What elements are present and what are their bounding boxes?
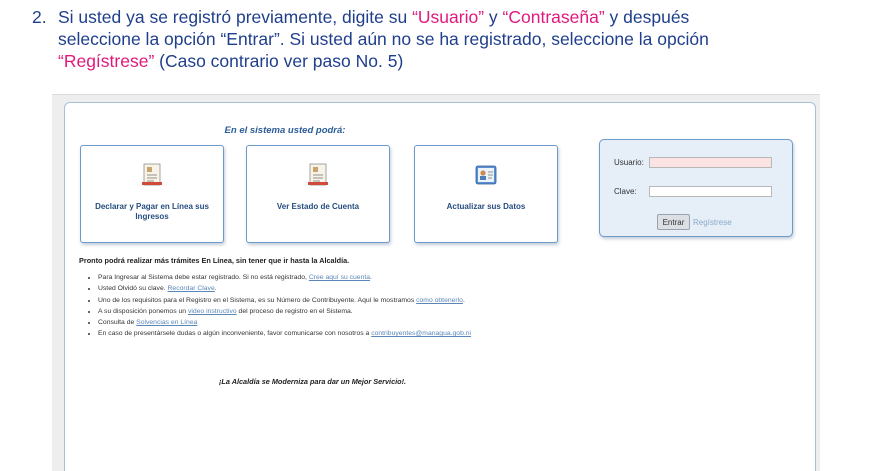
card-label: Ver Estado de Cuenta <box>276 202 360 211</box>
instruction-line-2: seleccione la opción “Entrar”. Si usted aún no se ha registrado, seleccione la opción <box>58 29 709 49</box>
recordar-clave-link[interactable]: Recordar Clave <box>167 285 215 293</box>
contrasena-highlight: “Contraseña” <box>502 7 605 27</box>
info-heading: Pronto podrá realizar más trámites En Línea, sin tener que ir hasta la Alcaldía. <box>79 256 350 265</box>
card-declarar-pagar[interactable] <box>80 145 224 243</box>
system-title: En el sistema usted podrá: <box>224 125 346 136</box>
usuario-input[interactable] <box>649 157 772 168</box>
registrese-link[interactable]: Regístrese <box>693 218 732 227</box>
entrar-button[interactable]: Entrar <box>657 214 690 230</box>
list-item: • Para Ingresar al Sistema debe estar registrado. Si no está registrado, Cree aquí su cuenta. <box>98 272 618 283</box>
card-estado-cuenta[interactable] <box>246 145 390 243</box>
slogan: ¡La Alcaldía se Moderniza para dar un Mejor Servicio!. <box>219 377 407 386</box>
instruction-line-1: 2. Si usted ya se registró previamente, digite su “Usuario” y “Contraseña” y después <box>32 7 690 27</box>
login-box <box>599 139 793 237</box>
usuario-highlight: “Usuario” <box>412 7 485 27</box>
info-list <box>82 272 618 340</box>
crear-cuenta-link[interactable]: Cree aquí su cuenta <box>308 274 371 281</box>
document-form-icon <box>305 162 331 188</box>
list-item: • Uno de los requisitos para el Registro en el Sistema, es su Número de Contribuyente. Aquí le mostramos como obtenerlo. <box>98 295 618 306</box>
card-label: Declarar y Pagar en Línea sus Ingresos <box>95 202 209 221</box>
instruction-line-3: “Regístrese” (Caso contrario ver paso No. 5) <box>58 51 404 71</box>
registrese-highlight: “Regístrese” <box>58 51 155 71</box>
list-item: • A su disposición ponemos un video instructivo del proceso de registro en el Sistema. <box>98 306 618 317</box>
usuario-label: Usuario: <box>614 158 644 167</box>
document-form-icon <box>139 162 165 188</box>
video-instructivo-link[interactable]: video instructivo <box>187 307 237 315</box>
id-card-icon <box>473 162 499 188</box>
clave-input[interactable] <box>649 186 772 197</box>
clave-label: Clave: <box>614 187 637 196</box>
como-obtenerlo-link[interactable]: como obtenerlo <box>416 296 463 304</box>
instruction-text <box>32 6 862 72</box>
list-item: • Consulta de Solvencias en Línea <box>98 317 618 328</box>
step-number: 2. <box>32 7 47 27</box>
email-link[interactable]: contribuyentes@managua.gob.ni <box>371 330 472 338</box>
list-item: • Usted Olvidó su clave. Recordar Clave. <box>98 283 618 294</box>
list-item: • En caso de presentársele dudas o algún inconveniente, favor comunicarse con nosotros a contribuyentes@managua.gob.ni <box>98 328 618 339</box>
card-label: Actualizar sus Datos <box>446 202 526 211</box>
solvencias-link[interactable]: Solvencias en Línea <box>136 319 198 327</box>
card-actualizar-datos[interactable] <box>414 145 558 243</box>
